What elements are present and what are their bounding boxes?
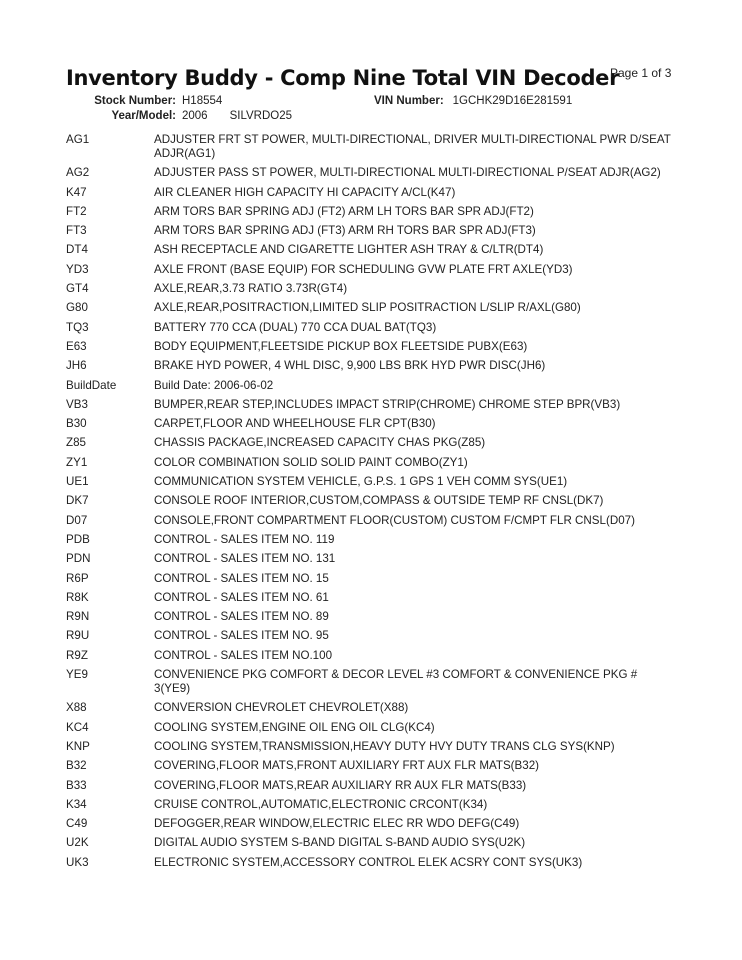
option-code: KNP (66, 739, 90, 753)
option-row (66, 629, 686, 643)
option-code: R9Z (66, 648, 88, 662)
option-code: B30 (66, 417, 87, 431)
option-code: D07 (66, 513, 88, 527)
option-description: CONTROL - SALES ITEM NO. 61 (154, 590, 329, 604)
option-description: COOLING SYSTEM,ENGINE OIL ENG OIL CLG(KC4) (154, 720, 435, 734)
option-description: CONVERSION CHEVROLET CHEVROLET(X88) (154, 701, 409, 715)
option-row (66, 263, 686, 277)
option-description: ARM TORS BAR SPRING ADJ (FT3) ARM RH TORS BAR SPR ADJ(FT3) (154, 224, 536, 238)
option-row (66, 166, 686, 180)
option-code: R6P (66, 571, 89, 585)
option-row (66, 379, 686, 393)
option-row (66, 301, 686, 315)
option-description: BRAKE HYD POWER, 4 WHL DISC, 9,900 LBS BRK HYD PWR DISC(JH6) (154, 359, 546, 373)
option-description: CONTROL - SALES ITEM NO. 15 (154, 571, 329, 585)
option-code: YE9 (66, 668, 88, 682)
option-code: R9N (66, 610, 90, 624)
option-code: VB3 (66, 397, 88, 411)
option-code-list (66, 133, 686, 875)
option-row (66, 572, 686, 586)
option-description: AXLE,REAR,3.73 RATIO 3.73R(GT4) (154, 282, 348, 296)
option-code: KC4 (66, 720, 89, 734)
option-row (66, 591, 686, 605)
option-code: PDB (66, 532, 90, 546)
option-description: AXLE FRONT (BASE EQUIP) FOR SCHEDULING GVW PLATE FRT AXLE(YD3) (154, 262, 573, 276)
stock-number-value: H18554 (182, 95, 223, 107)
option-row (66, 817, 686, 831)
option-code: UE1 (66, 475, 89, 489)
option-row (66, 359, 686, 373)
option-description: DIGITAL AUDIO SYSTEM S-BAND DIGITAL S-BAND AUDIO SYS(U2K) (154, 836, 526, 850)
option-code: TQ3 (66, 320, 89, 334)
option-row (66, 340, 686, 354)
vin-number-field (374, 95, 572, 107)
model-value: SILVRDO25 (229, 110, 293, 122)
option-description: CONVENIENCE PKG COMFORT & DECOR LEVEL #3 COMFORT & CONVENIENCE PKG # 3(YE9) (154, 668, 638, 696)
option-description: ASH RECEPTACLE AND CIGARETTE LIGHTER ASH TRAY & C/LTR(DT4) (154, 243, 544, 257)
year-model-field (88, 110, 292, 122)
option-description: CONSOLE,FRONT COMPARTMENT FLOOR(CUSTOM) CUSTOM F/CMPT FLR CNSL(D07) (154, 513, 635, 527)
option-row (66, 533, 686, 547)
option-description: ADJUSTER FRT ST POWER, MULTI-DIRECTIONAL, DRIVER MULTI-DIRECTIONAL PWR D/SEAT ADJR(AG1) (154, 133, 671, 160)
option-row (66, 759, 686, 773)
option-code: R8K (66, 590, 89, 604)
option-code: K47 (66, 185, 87, 199)
option-description: COLOR COMBINATION SOLID SOLID PAINT COMBO(ZY1) (154, 455, 468, 469)
option-description: COVERING,FLOOR MATS,FRONT AUXILIARY FRT AUX FLR MATS(B32) (154, 759, 540, 773)
option-description: BATTERY 770 CCA (DUAL) 770 CCA DUAL BAT(TQ3) (154, 320, 437, 334)
option-code: Z85 (66, 436, 86, 450)
option-description: COVERING,FLOOR MATS,REAR AUXILIARY RR AUX FLR MATS(B33) (154, 778, 527, 792)
option-code: DK7 (66, 494, 89, 508)
option-description: CHASSIS PACKAGE,INCREASED CAPACITY CHAS PKG(Z85) (154, 436, 486, 450)
vin-number-value: 1GCHK29D16E281591 (452, 95, 573, 107)
option-row (66, 721, 686, 735)
year-model-label: Year/Model: (111, 110, 176, 122)
page-number: Page 1 of 3 (610, 66, 672, 80)
option-description: CONTROL - SALES ITEM NO. 131 (154, 552, 336, 566)
option-code: PDN (66, 552, 91, 566)
option-code: B32 (66, 759, 87, 773)
option-code: ZY1 (66, 455, 88, 469)
option-description: CRUISE CONTROL,AUTOMATIC,ELECTRONIC CRCONT(K34) (154, 797, 488, 811)
option-row (66, 456, 686, 470)
option-description: DEFOGGER,REAR WINDOW,ELECTRIC ELEC RR WDO DEFG(C49) (154, 817, 520, 831)
option-code: FT3 (66, 224, 87, 238)
option-description: ARM TORS BAR SPRING ADJ (FT2) ARM LH TORS BAR SPR ADJ(FT2) (154, 204, 534, 218)
option-code: AG1 (66, 133, 90, 146)
option-code: B33 (66, 778, 87, 792)
option-description: BODY EQUIPMENT,FLEETSIDE PICKUP BOX FLEETSIDE PUBX(E63) (154, 339, 528, 353)
option-description: CARPET,FLOOR AND WHEELHOUSE FLR CPT(B30) (154, 417, 436, 431)
option-code: FT2 (66, 204, 87, 218)
vin-number-label: VIN Number: (374, 95, 444, 107)
option-row (66, 836, 686, 850)
option-row (66, 668, 686, 696)
option-description: ELECTRONIC SYSTEM,ACCESSORY CONTROL ELEK ACSRY CONT SYS(UK3) (154, 855, 583, 869)
option-row (66, 475, 686, 489)
option-row (66, 321, 686, 335)
option-row (66, 282, 686, 296)
option-description: CONSOLE ROOF INTERIOR,CUSTOM,COMPASS & OUTSIDE TEMP RF CNSL(DK7) (154, 494, 604, 508)
stock-number-field (88, 95, 222, 107)
stock-number-label: Stock Number: (94, 95, 176, 107)
option-description: AXLE,REAR,POSITRACTION,LIMITED SLIP POSITRACTION L/SLIP R/AXL(G80) (154, 301, 581, 315)
option-code: E63 (66, 339, 87, 353)
option-code: U2K (66, 836, 89, 850)
option-description: CONTROL - SALES ITEM NO. 95 (154, 629, 329, 643)
option-description: CONTROL - SALES ITEM NO.100 (154, 648, 333, 662)
option-description: Build Date: 2006-06-02 (154, 378, 274, 392)
option-code: C49 (66, 817, 88, 831)
option-row (66, 701, 686, 715)
option-description: AIR CLEANER HIGH CAPACITY HI CAPACITY A/CL(K47) (154, 185, 456, 199)
option-code: GT4 (66, 282, 89, 296)
option-row (66, 514, 686, 528)
year-value: 2006 (182, 110, 208, 122)
option-code: YD3 (66, 262, 89, 276)
option-code: JH6 (66, 359, 87, 373)
option-row (66, 740, 686, 754)
option-row (66, 224, 686, 238)
option-code: DT4 (66, 243, 88, 257)
option-row (66, 243, 686, 257)
option-code: BuildDate (66, 378, 117, 392)
option-description: CONTROL - SALES ITEM NO. 119 (154, 532, 335, 546)
option-row (66, 417, 686, 431)
option-row (66, 798, 686, 812)
option-row (66, 186, 686, 200)
option-row (66, 205, 686, 219)
option-description: COMMUNICATION SYSTEM VEHICLE, G.P.S. 1 GPS 1 VEH COMM SYS(UE1) (154, 475, 568, 489)
option-code: K34 (66, 797, 87, 811)
option-row (66, 494, 686, 508)
option-row (66, 398, 686, 412)
option-code: AG2 (66, 166, 90, 180)
option-row (66, 552, 686, 566)
option-description: CONTROL - SALES ITEM NO. 89 (154, 610, 329, 624)
option-row (66, 856, 686, 870)
option-row (66, 649, 686, 663)
option-code: R9U (66, 629, 90, 643)
option-description: COOLING SYSTEM,TRANSMISSION,HEAVY DUTY HVY DUTY TRANS CLG SYS(KNP) (154, 739, 615, 753)
option-code: G80 (66, 301, 88, 315)
option-description: BUMPER,REAR STEP,INCLUDES IMPACT STRIP(CHROME) CHROME STEP BPR(VB3) (154, 397, 621, 411)
option-row (66, 779, 686, 793)
option-code: X88 (66, 701, 87, 715)
page-title: Inventory Buddy - Comp Nine Total VIN Decoder (66, 66, 620, 90)
option-code: UK3 (66, 855, 89, 869)
option-row (66, 610, 686, 624)
option-row (66, 436, 686, 450)
option-row (66, 133, 686, 161)
option-description: ADJUSTER PASS ST POWER, MULTI-DIRECTIONAL MULTI-DIRECTIONAL P/SEAT ADJR(AG2) (154, 166, 661, 180)
